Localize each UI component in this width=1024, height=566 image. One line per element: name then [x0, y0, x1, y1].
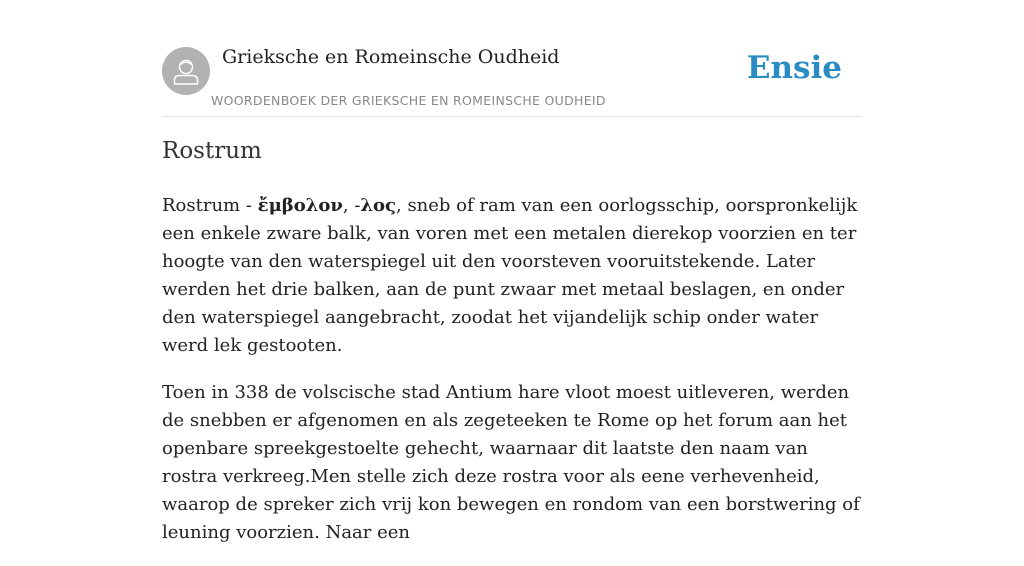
entry-paragraph-2: Toen in 338 de volscische stad Antium hare vloot moest uitleveren, werden de snebben er afgenomen en als zegeteeken te Rome op het forum aan het openbare spreekgestoelte gehecht, waarnaar dit laatste den naam van rostra verkreeg.Men stelle zich deze rostra voor als eene verhevenheid, waarop de spreker zich vrij kon bewegen en rondom van een borstwering of leuning voorzien. Naar een: [162, 382, 860, 543]
source-subtitle: WOORDENBOEK DER GRIEKSCHE EN ROMEINSCHE OUDHEID: [211, 93, 606, 108]
source-header: [162, 40, 862, 117]
separator: , -: [342, 195, 361, 216]
entry-content: [162, 192, 862, 566]
entry-title: Rostrum: [162, 138, 262, 164]
greek-term-1: ἔμβολον: [257, 195, 343, 216]
entry-paragraph-1: [162, 192, 862, 360]
source-avatar[interactable]: [162, 47, 210, 95]
separator: -: [240, 195, 258, 216]
user-icon: [162, 47, 210, 95]
entry-term: Rostrum: [162, 195, 241, 216]
greek-term-2: λος: [360, 195, 396, 216]
ensie-logo-link[interactable]: Ensie: [746, 50, 842, 86]
source-title[interactable]: Grieksche en Romeinsche Oudheid: [222, 46, 560, 68]
entry-text-1: , sneb of ram van een oorlogsschip, oorspronkelijk een enkele zware balk, van voren met een metalen dierekop voorzien en ter hoogte van den waterspiegel uit den voorsteven vooruitstekende. Later werden het drie balken, aan de punt zwaar met metaal beslagen, en onder den waterspiegel aangebracht, zoodat het vijandelijk schip onder water werd lek gestooten.: [162, 195, 858, 356]
